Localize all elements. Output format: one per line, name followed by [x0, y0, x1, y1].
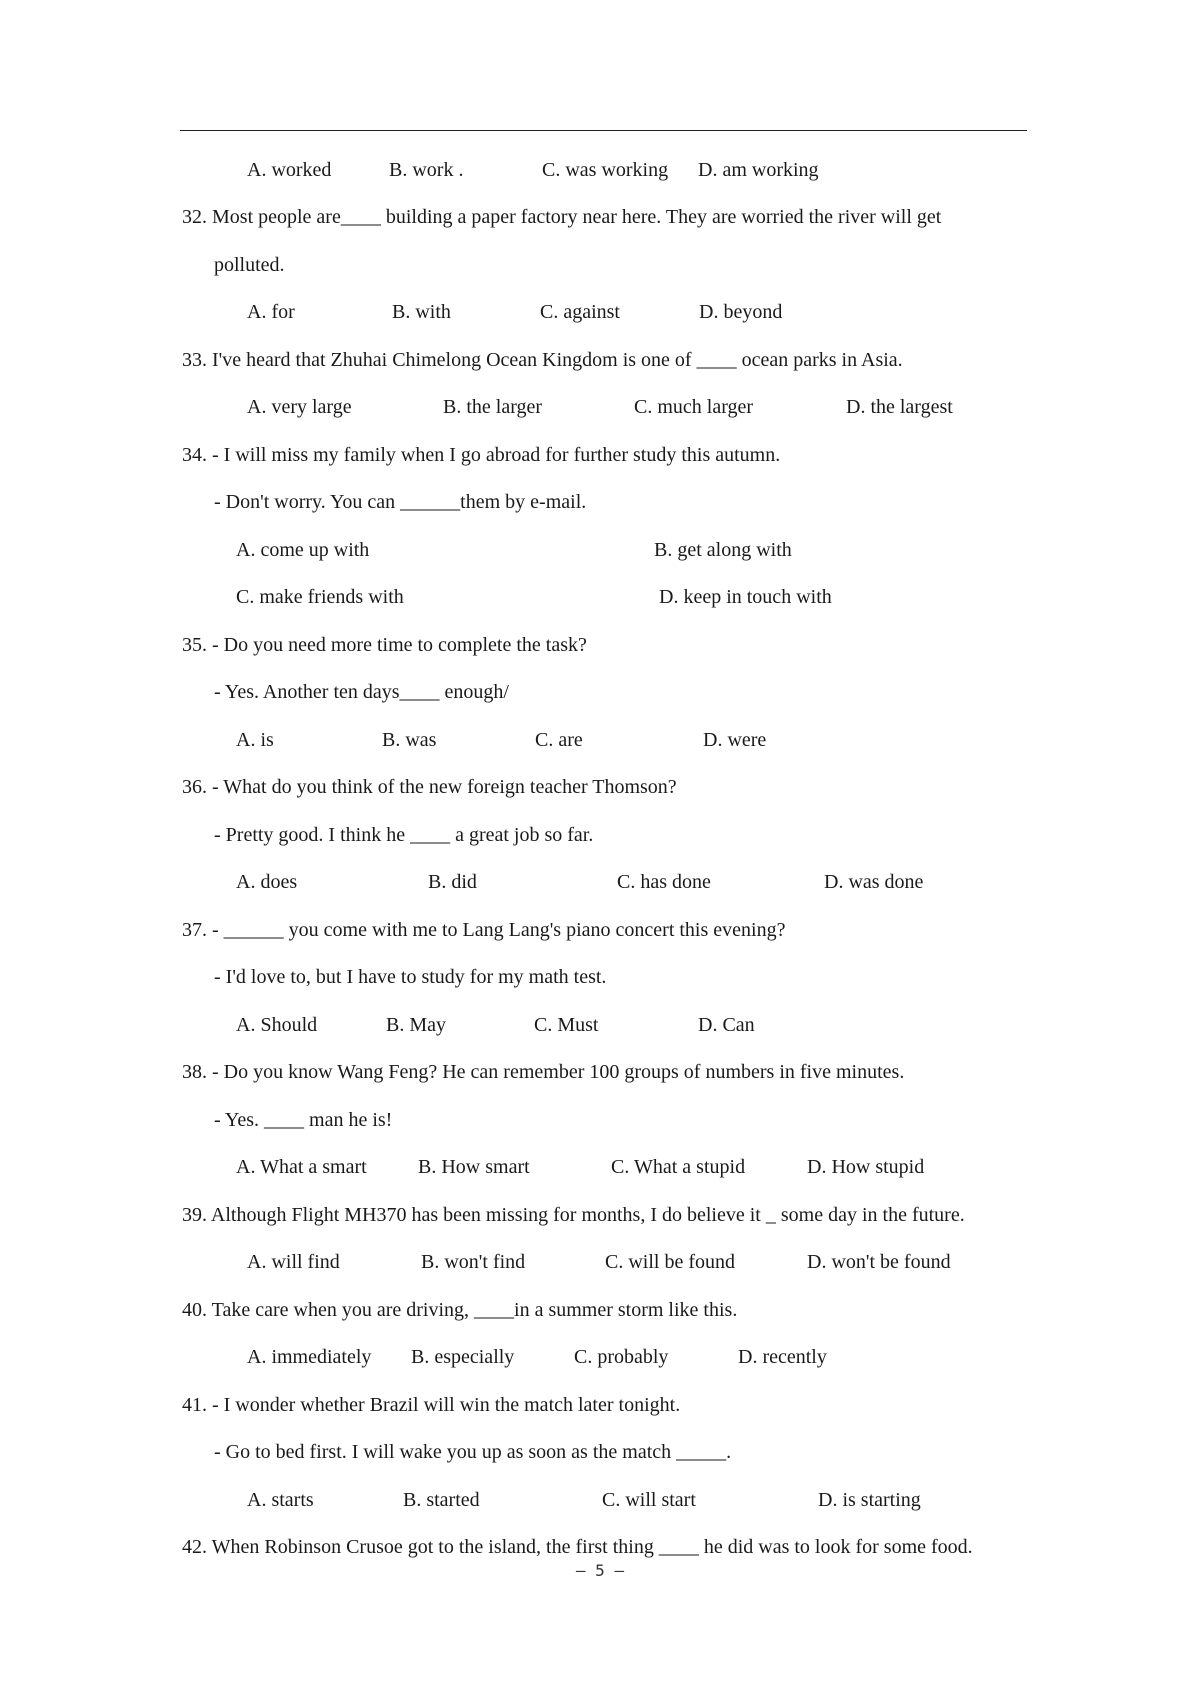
q36-option-c: C. has done: [617, 871, 711, 893]
q33-option-b: B. the larger: [443, 396, 543, 418]
q37-option-d: D. Can: [698, 1014, 755, 1036]
q35-reply: - Yes. Another ten days____ enough/: [214, 681, 509, 703]
q36-option-a: A. does: [236, 871, 298, 893]
q40-stem: 40. Take care when you are driving, ____in a summer storm like this.: [182, 1299, 738, 1321]
q32-option-d: D. beyond: [699, 301, 783, 323]
q41-stem: 41. - I wonder whether Brazil will win the match later tonight.: [182, 1394, 681, 1416]
q36-stem: 36. - What do you think of the new foreign teacher Thomson?: [182, 776, 677, 798]
q39-option-d: D. won't be found: [807, 1251, 951, 1273]
q38-option-b: B. How smart: [418, 1156, 530, 1178]
q37-option-a: A. Should: [236, 1014, 318, 1036]
q33-option-d: D. the largest: [846, 396, 953, 418]
q41-option-b: B. started: [403, 1489, 480, 1511]
q35-option-d: D. were: [703, 729, 767, 751]
q41-option-a: A. starts: [247, 1489, 314, 1511]
q32-option-b: B. with: [392, 301, 451, 323]
q33-stem: 33. I've heard that Zhuhai Chimelong Ocean Kingdom is one of ____ ocean parks in Asia.: [182, 349, 903, 371]
q35-option-c: C. are: [535, 729, 583, 751]
q34-option-b: B. get along with: [654, 539, 792, 561]
q35-option-b: B. was: [382, 729, 437, 751]
q40-option-d: D. recently: [738, 1346, 827, 1368]
q32-option-c: C. against: [540, 301, 620, 323]
q34-option-a: A. come up with: [236, 539, 370, 561]
q33-option-a: A. very large: [247, 396, 352, 418]
q40-option-c: C. probably: [574, 1346, 669, 1368]
q34-stem: 34. - I will miss my family when I go abroad for further study this autumn.: [182, 444, 781, 466]
q38-reply: - Yes. ____ man he is!: [214, 1109, 393, 1131]
q39-option-b: B. won't find: [421, 1251, 526, 1273]
q41-option-d: D. is starting: [818, 1489, 921, 1511]
q39-option-c: C. will be found: [605, 1251, 735, 1273]
q35-stem: 35. - Do you need more time to complete the task?: [182, 634, 587, 656]
q32-option-a: A. for: [247, 301, 295, 323]
q39-stem: 39. Although Flight MH370 has been missing for months, I do believe it _ some day in the future.: [182, 1204, 965, 1226]
q41-reply: - Go to bed first. I will wake you up as soon as the match _____.: [214, 1441, 732, 1463]
q40-option-a: A. immediately: [247, 1346, 372, 1368]
header-rule: [180, 130, 1027, 131]
q36-option-d: D. was done: [824, 871, 924, 893]
q34-option-c: C. make friends with: [236, 586, 404, 608]
q40-option-b: B. especially: [411, 1346, 515, 1368]
q34-reply: - Don't worry. You can ______them by e-mail.: [214, 491, 587, 513]
q37-option-b: B. May: [386, 1014, 446, 1036]
q42-stem: 42. When Robinson Crusoe got to the island, the first thing ____ he did was to look for some food.: [182, 1536, 973, 1558]
q34-option-d: D. keep in touch with: [659, 586, 832, 608]
q32-stem-continued: polluted.: [214, 254, 285, 276]
q35-option-a: A. is: [236, 729, 274, 751]
page-number: – 5 –: [575, 1561, 625, 1580]
q31-option-b: B. work .: [389, 159, 464, 181]
q31-option-c: C. was working: [542, 159, 669, 181]
q37-stem: 37. - ______ you come with me to Lang Lang's piano concert this evening?: [182, 919, 786, 941]
q38-option-d: D. How stupid: [807, 1156, 925, 1178]
q32-stem: 32. Most people are____ building a paper factory near here. They are worried the river will get: [182, 206, 942, 228]
q37-reply: - I'd love to, but I have to study for my math test.: [214, 966, 607, 988]
q37-option-c: C. Must: [534, 1014, 599, 1036]
q38-option-a: A. What a smart: [236, 1156, 367, 1178]
q36-option-b: B. did: [428, 871, 477, 893]
q31-option-d: D. am working: [698, 159, 819, 181]
q36-reply: - Pretty good. I think he ____ a great job so far.: [214, 824, 594, 846]
q41-option-c: C. will start: [602, 1489, 696, 1511]
q39-option-a: A. will find: [247, 1251, 340, 1273]
q33-option-c: C. much larger: [634, 396, 754, 418]
q38-stem: 38. - Do you know Wang Feng? He can remember 100 groups of numbers in five minutes.: [182, 1061, 905, 1083]
q38-option-c: C. What a stupid: [611, 1156, 746, 1178]
q31-option-a: A. worked: [247, 159, 332, 181]
